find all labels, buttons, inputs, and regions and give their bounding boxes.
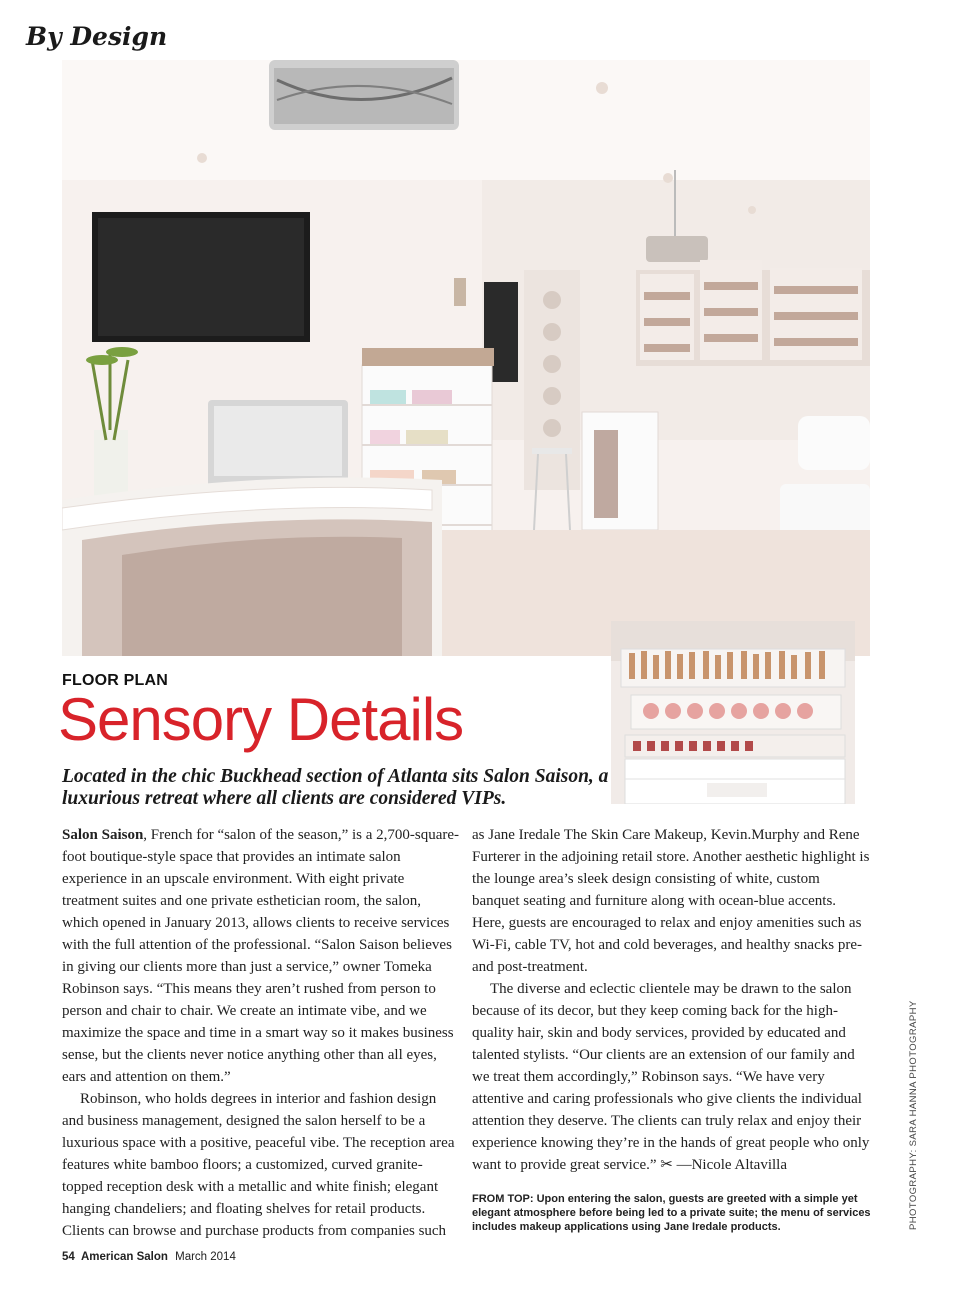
paragraph-2: Robinson, who holds degrees in interior and fashion design and business management, designed the salon herself to be a luxurious space with a positive, peaceful vibe. The reception area features white bamboo floors; a customized, curved granite-topped reception desk with a metallic and white finish; elegant hanging chandeliers; and floating shelves for retail products. Clients can browse and purchase products from companies such: [62, 1091, 455, 1239]
issue-date: March 2014: [175, 1251, 236, 1263]
article-column-2: [472, 824, 870, 1176]
caption-text: Upon entering the salon, guests are greeted with a simple yet elegant atmosphere before being led to a private suite; the menu of services includes makeup applications using Jane Iredale products.: [472, 1193, 871, 1233]
paragraph-3-text: The diverse and eclectic clientele may be drawn to the salon because of its decor, but they keep coming back for the high-quality hair, skin and body services, provided by educated and talented stylists. “Our clients are an extension of our family and we treat them accordingly,” Robinson says. “We have very attentive and caring professionals who give clients the individual attention they deserve. The clients can truly relax and enjoy their experience knowing they’re in the hands of great people who only want to provide great service.”: [472, 981, 870, 1173]
magazine-name: American Salon: [81, 1251, 168, 1263]
section-tag: By Design: [26, 22, 168, 51]
deck: Located in the chic Buckhead section of Atlanta sits Salon Saison, a luxurious retreat where all clients are considered VIPs.: [62, 766, 609, 809]
page-number: 54: [62, 1251, 75, 1263]
paragraph-1-text: , French for “salon of the season,” is a 2,700-square-foot boutique-style space that provides an intimate salon experience in an upscale environment. With eight private treatment suites and one private esthetician room, the salon, which opened in January 2013, allows clients to receive services with the full attention of the professional. “Salon Saison believes in giving our clients more than just a service,” owner Tomeka Robinson says. “This means they aren’t rushed from person to person and chair to chair. We create an intimate vibe, and we maximize the space and time in a smart way so it makes business sense, but the clients never notice anything other than all eyes, ears and attention on them.”: [62, 827, 460, 1085]
caption-label: FROM TOP:: [472, 1193, 534, 1205]
photo-caption: [472, 1192, 872, 1234]
headline: Sensory Details: [58, 686, 464, 753]
salon-reception-photo: [62, 60, 870, 656]
scissors-icon: ✂: [660, 1157, 673, 1173]
makeup-display-photo: [611, 621, 855, 804]
folio: [62, 1251, 236, 1263]
kicker: FLOOR PLAN: [62, 672, 168, 689]
paragraph-2-continued: as Jane Iredale The Skin Care Makeup, Kevin.Murphy and Rene Furterer in the adjoining retail store. Another aesthetic highlight is the lounge area’s sleek design consisting of white, custom banquet seating and furniture along with ocean-blue accents. Here, guests are encouraged to relax and enjoy amenities such as Wi-Fi, cable TV, hot and cold beverages, and healthy snacks pre- and post-treatment.: [472, 827, 870, 975]
paragraph-3: [472, 978, 870, 1176]
chandelier-icon: [269, 60, 459, 130]
article-column-1: [62, 824, 460, 1242]
byline: —Nicole Altavilla: [676, 1157, 787, 1173]
paragraph-1: [62, 824, 460, 1088]
photo-credit: PHOTOGRAPHY: SARA HANNA PHOTOGRAPHY: [908, 1000, 919, 1230]
lead-name: Salon Saison: [62, 827, 144, 843]
